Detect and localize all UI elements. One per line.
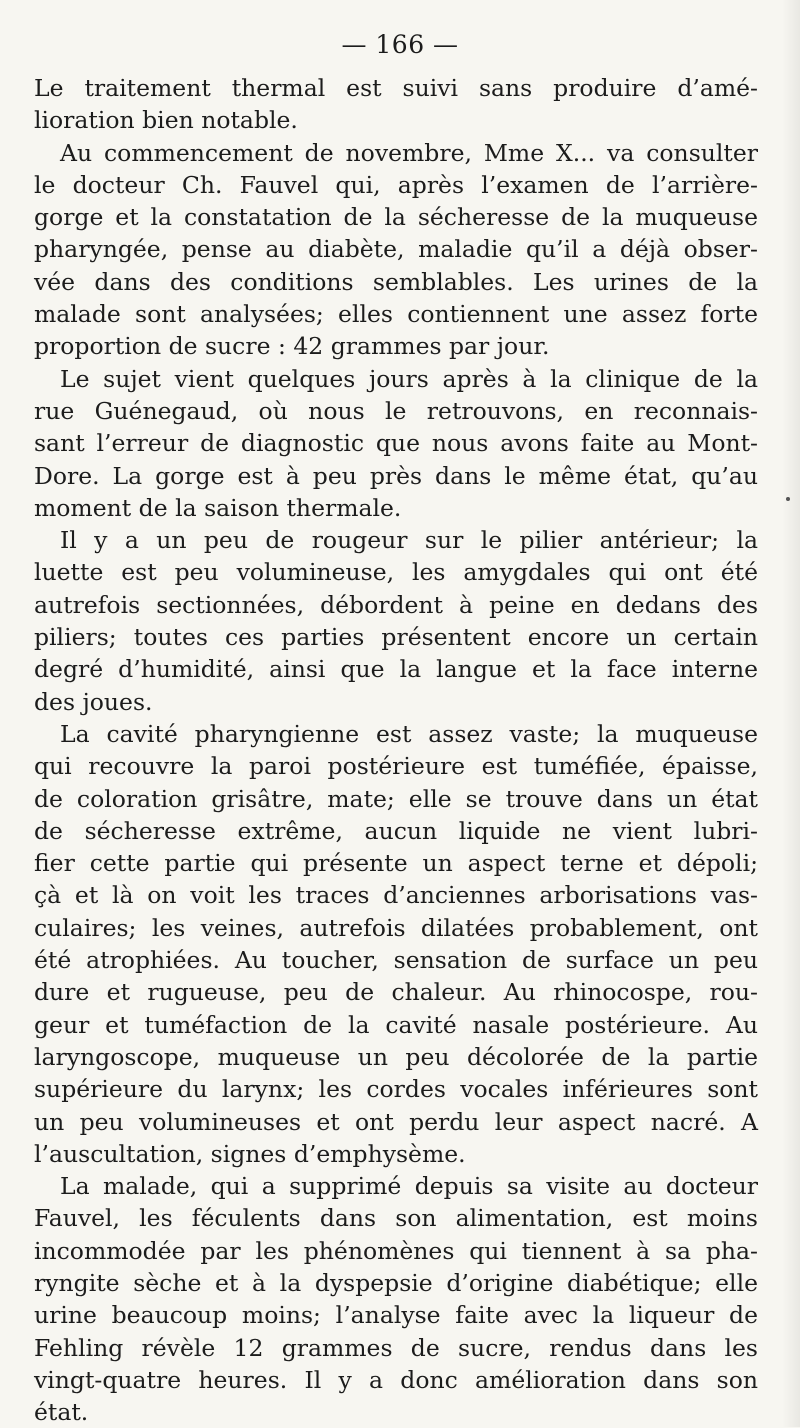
text-line: Fauvel, les féculents dans son alimentation, est moins (34, 1204, 758, 1233)
text-line: autrefois sectionnées, débordent à peine en dedans des (34, 590, 758, 619)
text-line: le docteur Ch. Fauvel qui, après l’examen de l’arrière- (34, 170, 758, 199)
page-number: — 166 — (341, 30, 459, 59)
text-line: ryngite sèche et à la dyspepsie d’origine diabétique; elle (34, 1268, 758, 1297)
text-line: Fehling révèle 12 grammes de sucre, rendus dans les (34, 1333, 758, 1362)
text-line: été atrophiées. Au toucher, sensation de surface un peu (34, 946, 758, 975)
text-line: geur et tuméfaction de la cavité nasale postérieure. Au (34, 1010, 758, 1039)
text-line: La malade, qui a supprimé depuis sa visite au docteur (60, 1172, 758, 1201)
body-text (34, 72, 758, 1428)
text-line: gorge et la constatation de la sécheresse de la muqueuse (34, 203, 758, 232)
text-line: Au commencement de novembre, Mme X... va consulter (60, 138, 758, 167)
text-line: Le sujet vient quelques jours après à la clinique de la (60, 364, 758, 393)
text-line: moment de la saison thermale. (34, 493, 402, 522)
text-line: de sécheresse extrême, aucun liquide ne vient lubri- (34, 816, 758, 845)
text-line: pharyngée, pense au diabète, maladie qu’il a déjà obser- (34, 235, 758, 264)
text-line: culaires; les veines, autrefois dilatées probablement, ont (34, 913, 758, 942)
text-line: vée dans des conditions semblables. Les urines de la (34, 267, 758, 296)
text-line: degré d’humidité, ainsi que la langue et la face interne (34, 655, 758, 684)
text-line: Il y a un peu de rougeur sur le pilier antérieur; la (60, 526, 758, 555)
text-line: çà et là on voit les traces d’anciennes arborisations vas- (34, 881, 758, 910)
text-line: rue Guénegaud, où nous le retrouvons, en reconnais- (34, 396, 758, 425)
text-line: La cavité pharyngienne est assez vaste; la muqueuse (60, 719, 758, 748)
text-line: lioration bien notable. (34, 106, 298, 135)
text-line: Le traitement thermal est suivi sans produire d’amé- (34, 74, 758, 102)
text-line: des joues. (34, 687, 153, 716)
text-line: laryngoscope, muqueuse un peu décolorée de la partie (34, 1042, 758, 1071)
text-line: urine beaucoup moins; l’analyse faite avec la liqueur de (34, 1301, 758, 1330)
text-line: incommodée par les phénomènes qui tiennent à sa pha- (34, 1236, 758, 1265)
text-line: sant l’erreur de diagnostic que nous avons faite au Mont- (34, 429, 758, 458)
text-line: proportion de sucre : 42 grammes par jour. (34, 332, 550, 361)
page-edge-shade (782, 0, 800, 1427)
text-line: état. (34, 1398, 89, 1427)
text-line: malade sont analysées; elles contiennent une assez forte (34, 300, 758, 329)
text-line: vingt-quatre heures. Il y a donc amélioration dans son (34, 1365, 758, 1394)
text-line: Dore. La gorge est à peu près dans le même état, qu’au (34, 461, 758, 490)
text-line: de coloration grisâtre, mate; elle se trouve dans un état (34, 784, 758, 813)
text-line: qui recouvre la paroi postérieure est tuméfiée, épaisse, (34, 752, 758, 781)
text-line: dure et rugueuse, peu de chaleur. Au rhinocospe, rou- (34, 978, 758, 1007)
text-line: fier cette partie qui présente un aspect terne et dépoli; (34, 849, 758, 878)
text-line: supérieure du larynx; les cordes vocales inférieures sont (34, 1075, 758, 1104)
text-line: l’auscultation, signes d’emphysème. (34, 1139, 466, 1168)
text-line: piliers; toutes ces parties présentent encore un certain (34, 623, 758, 652)
text-line: luette est peu volumineuse, les amygdales qui ont été (34, 558, 758, 587)
text-line: un peu volumineuses et ont perdu leur aspect nacré. A (34, 1107, 758, 1136)
